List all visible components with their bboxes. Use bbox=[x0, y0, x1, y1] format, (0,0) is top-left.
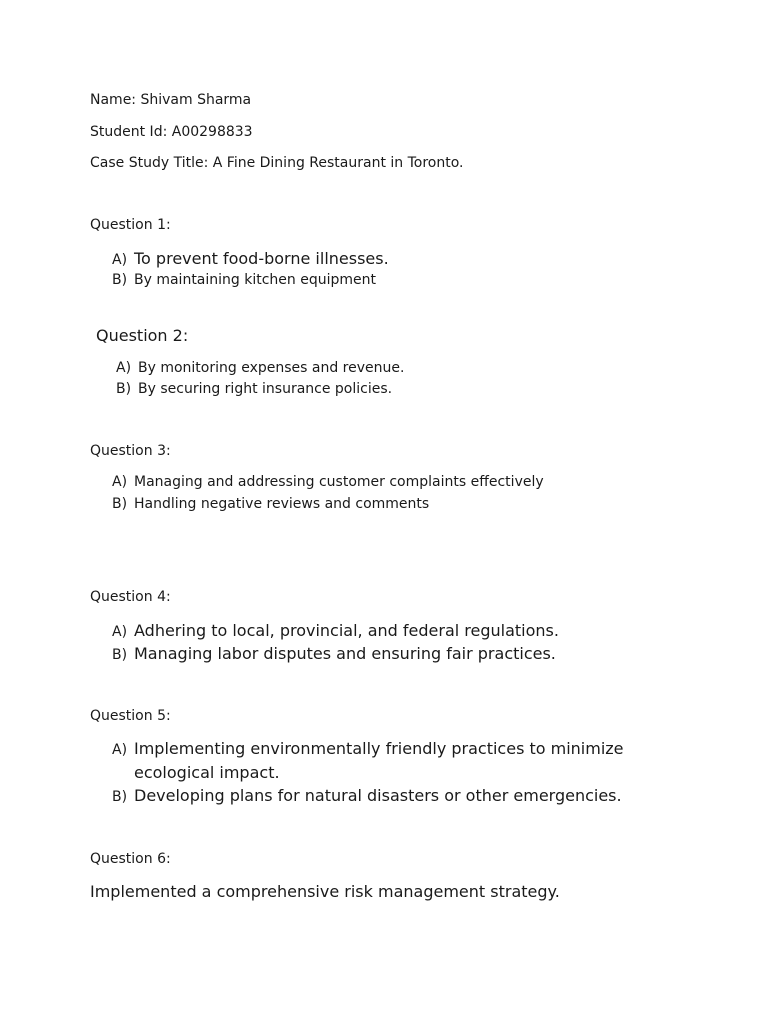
question-1-option-b bbox=[112, 272, 376, 289]
student-name: Name: Shivam Sharma bbox=[90, 92, 252, 108]
question-4-heading: Question 4: bbox=[90, 589, 171, 605]
option-text: To prevent food-borne illnesses. bbox=[134, 249, 389, 268]
option-letter: A) bbox=[112, 742, 128, 758]
option-text: By securing right insurance policies. bbox=[138, 381, 393, 397]
question-2-option-b bbox=[116, 381, 392, 398]
option-text: Managing labor disputes and ensuring fair practices. bbox=[134, 644, 556, 663]
question-4-option-b bbox=[112, 644, 556, 664]
question-6-heading: Question 6: bbox=[90, 851, 171, 867]
option-letter: B) bbox=[112, 789, 128, 805]
question-2-option-a bbox=[116, 360, 404, 377]
option-letter: A) bbox=[112, 474, 128, 490]
option-text: Managing and addressing customer complaints effectively bbox=[134, 474, 544, 490]
question-5-option-a bbox=[112, 737, 664, 785]
student-id: Student Id: A00298833 bbox=[90, 124, 253, 140]
question-2-heading: Question 2: bbox=[96, 326, 189, 345]
option-letter: B) bbox=[112, 496, 128, 512]
option-letter: A) bbox=[112, 252, 128, 268]
option-text: By monitoring expenses and revenue. bbox=[138, 360, 405, 376]
question-6-answer: Implemented a comprehensive risk management strategy. bbox=[90, 882, 560, 901]
question-1-heading: Question 1: bbox=[90, 217, 171, 233]
question-3-option-b bbox=[112, 496, 429, 513]
question-1-option-a bbox=[112, 249, 389, 269]
option-letter: A) bbox=[116, 360, 132, 376]
option-text: Adhering to local, provincial, and federal regulations. bbox=[134, 621, 559, 640]
option-letter: B) bbox=[116, 381, 132, 397]
option-text: Handling negative reviews and comments bbox=[134, 496, 430, 512]
option-letter: A) bbox=[112, 624, 128, 640]
question-4-option-a bbox=[112, 621, 559, 641]
option-letter: B) bbox=[112, 647, 128, 663]
case-study-title: Case Study Title: A Fine Dining Restaurant in Toronto. bbox=[90, 155, 464, 171]
question-5-heading: Question 5: bbox=[90, 708, 171, 724]
option-letter: B) bbox=[112, 272, 128, 288]
question-3-option-a bbox=[112, 474, 544, 491]
option-text: Developing plans for natural disasters or other emergencies. bbox=[134, 786, 622, 805]
option-text: Implementing environmentally friendly practices to minimize ecological impact. bbox=[134, 739, 624, 782]
question-5-option-b bbox=[112, 786, 622, 806]
option-text: By maintaining kitchen equipment bbox=[134, 272, 377, 288]
question-3-heading: Question 3: bbox=[90, 443, 171, 459]
